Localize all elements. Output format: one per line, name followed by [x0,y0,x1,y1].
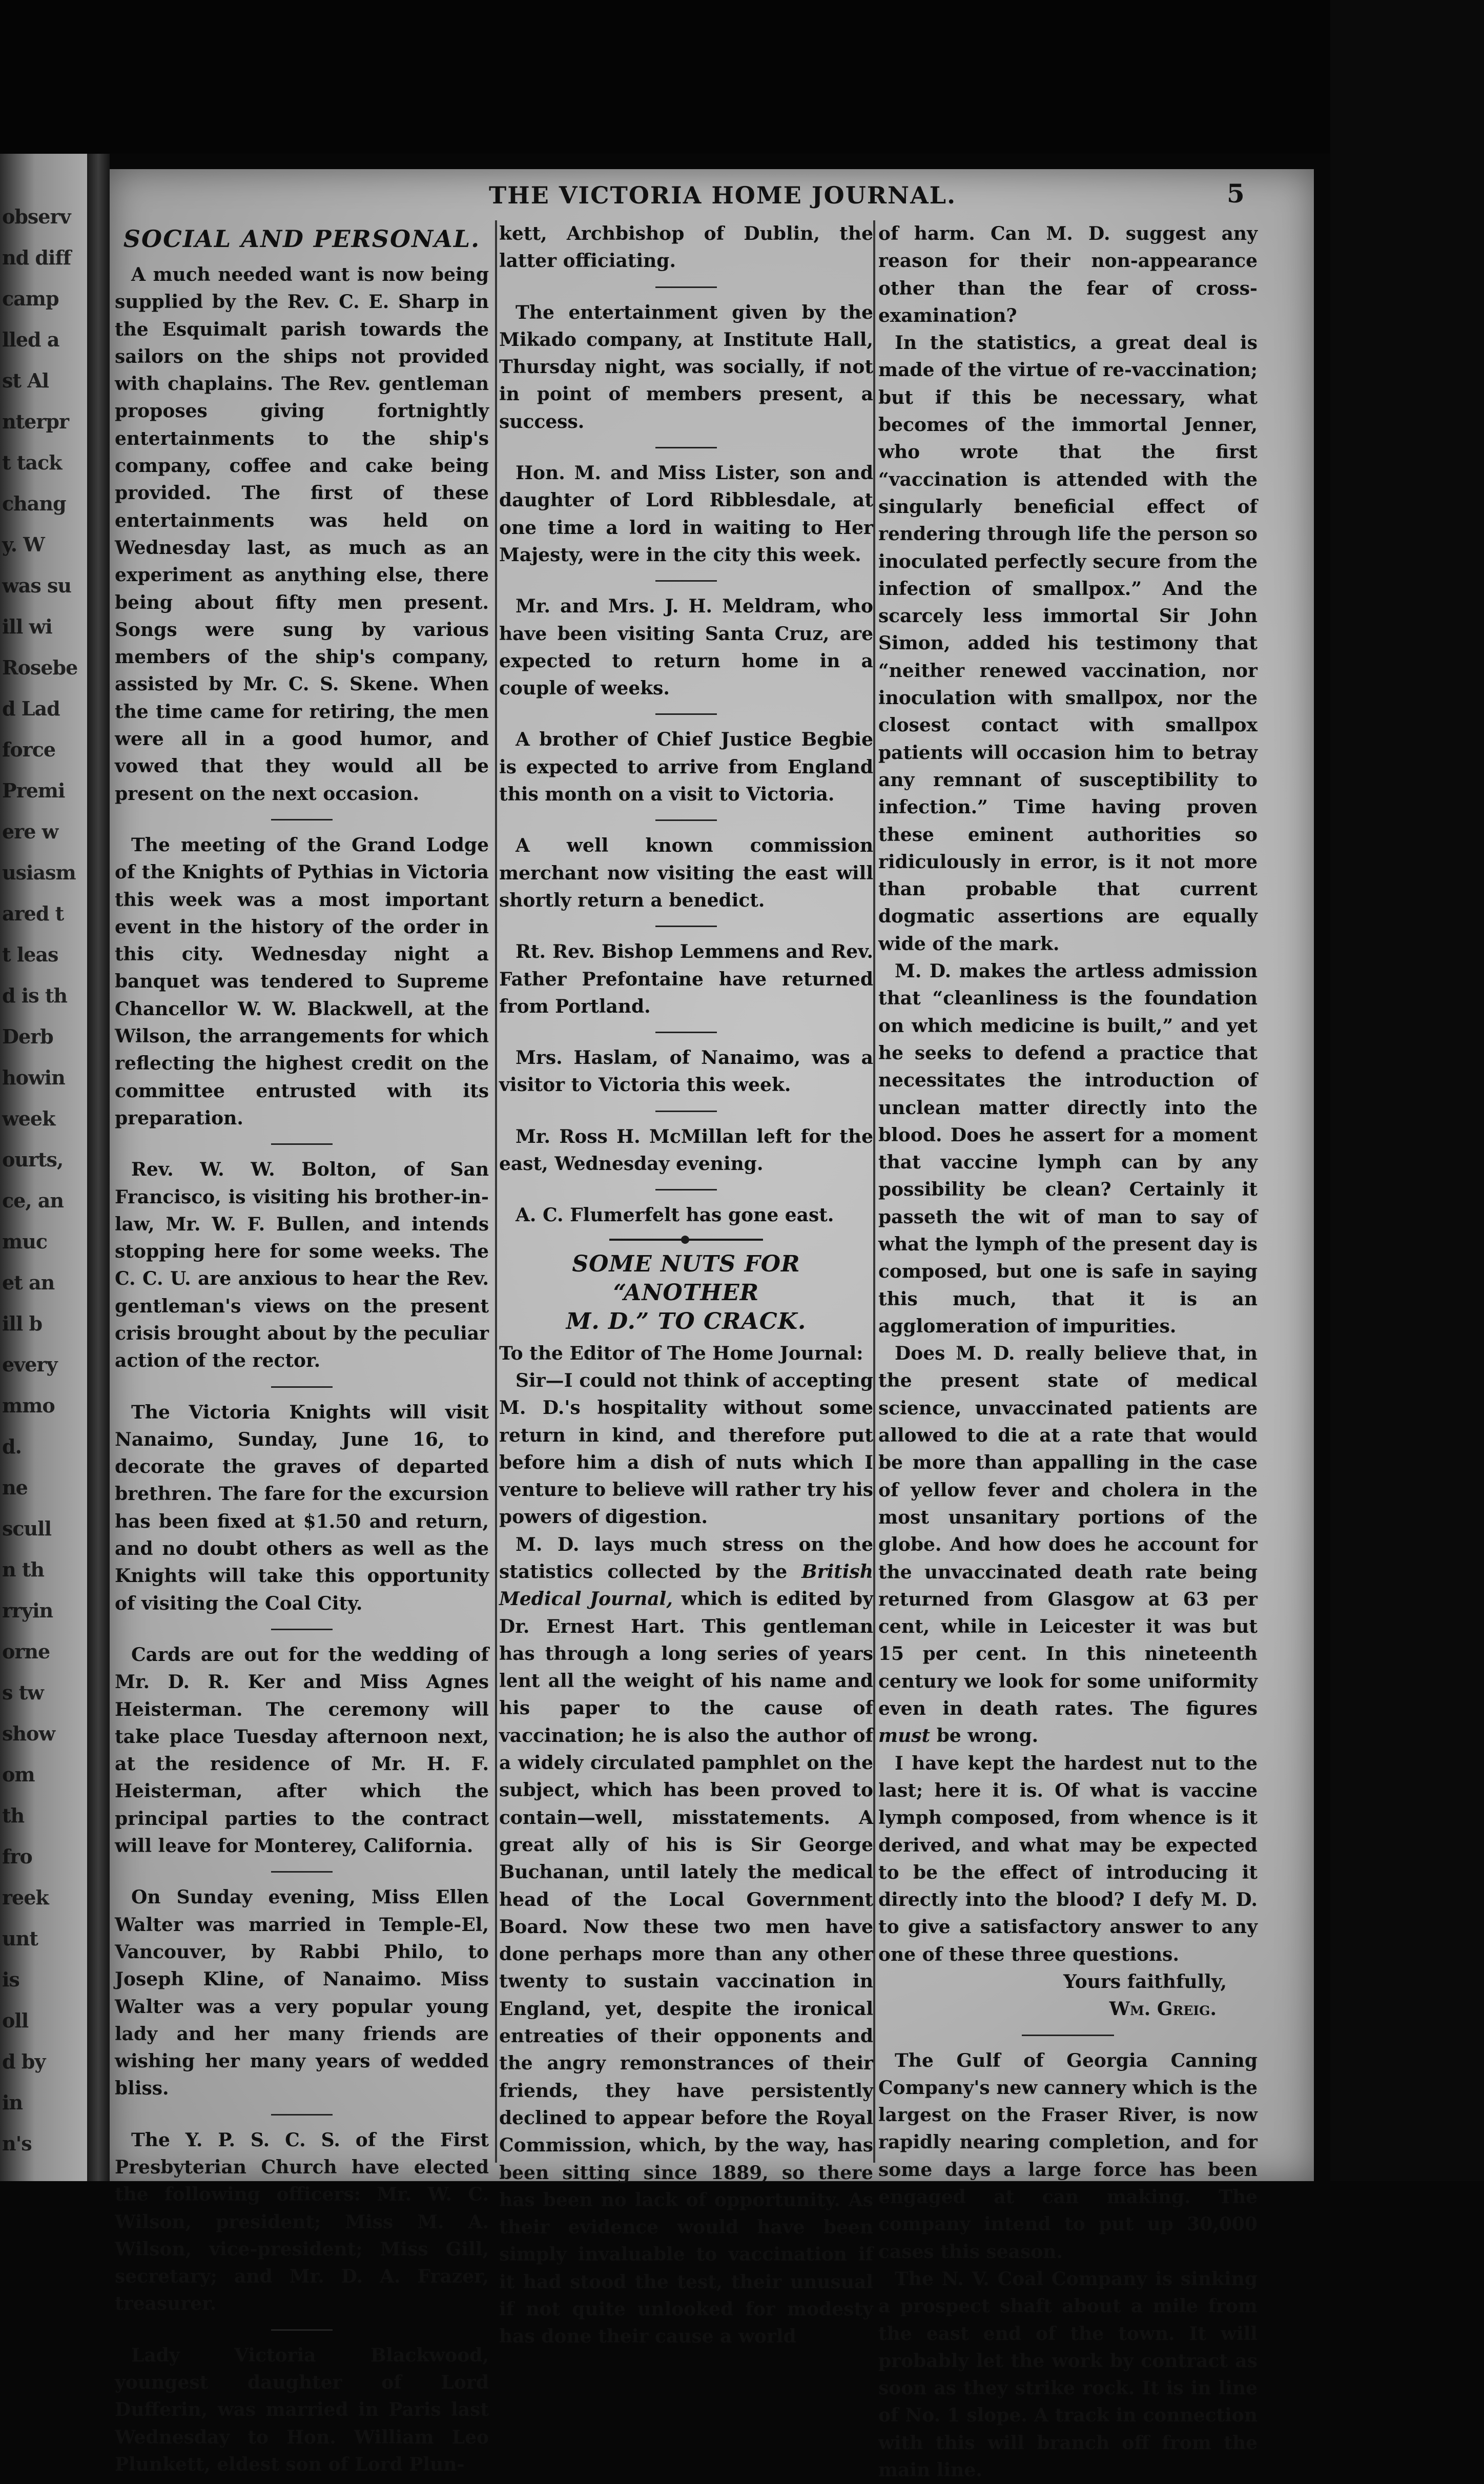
adjacent-page-text-fragment: fro [2,1845,32,1868]
adjacent-page-text-fragment: unt [2,1927,38,1950]
text-run: M. D. lays much stress on the statistics collected by the [499,1533,873,1583]
newspaper-page [110,169,1314,2481]
column-2 [499,220,874,2348]
adjacent-page-text-fragment: ourts, [2,1148,64,1171]
letter-paragraph: of harm. Can M. D. suggest any reason for their non-appearance other than the fear of cross-examination? [878,223,1258,326]
adjacent-page-text-fragment: Rosebe [2,656,78,679]
adjacent-page-text-fragment: week [2,1107,55,1130]
article-paragraph: On Sunday evening, Miss Ellen Walter was married in Temple-El, Vancouver, by Rabbi Philo, to Joseph Kline, of Nanaimo. Miss Walter was a very popular young lady and her many friends are wishing her many years of wedded bliss. [115,1886,489,2100]
adjacent-page-text-fragment: st Al [2,369,49,392]
separator-rule [655,1189,717,1190]
section-heading: SOCIAL AND PERSONAL. [123,225,481,253]
separator-rule [655,1111,717,1112]
adjacent-page-text-fragment: n th [2,1558,45,1581]
column-3 [878,220,1258,2481]
article-paragraph: Cards are out for the wedding of Mr. D. R. Ker and Miss Agnes Heisterman. The ceremony will take place Tuesday afternoon next, at the residence of Mr. H. F. Heisterman, after which the principal parties to the contract will leave for Monterey, California. [115,1644,489,1857]
separator-rule [655,926,717,927]
adjacent-page-text-fragment: chang [2,492,66,515]
film-border-right [1330,0,1484,2181]
separator-rule [655,713,717,715]
adjacent-page-text-fragment: t tack [2,451,62,474]
article-paragraph: A much needed want is now being supplied by the Rev. C. E. Sharp in the Esquimalt parish towards the sailors on the ships not provided with chaplains. The Rev. gentleman proposes giving fortnightly entertainments to the ship's company, coffee and cake being provided. The first of these entertainments was held on Wednesday last, as much as an experiment as anything else, there being about fifty men present. Songs were sung by various members of the ship's company, assisted by Mr. C. S. Skene. When the time came for retiring, the men were all in a good humor, and vowed that they would all be present on the next occasion. [115,264,489,805]
separator-rule [271,1143,333,1145]
adjacent-page-text-fragment: scull [2,1517,52,1540]
adjacent-page-text-fragment: ere w [2,820,58,843]
letter-paragraph: In the statistics, a great deal is made of the virtue of re-vaccination; but if this be necessary, what becomes of the immortal Jenner, who wrote that the first “vaccination is attended with the singularly beneficial effect of rendering through life the person so inoculated perfectly secure from the infection of smallpox.” And the scarcely less immortal Sir John Simon, added his testimony that “neither renewed vaccination, nor inoculation with smallpox, nor the closest contact with smallpox patients will occasion him to betray any remnant of susceptibility to infection.” Time having proven these eminent authorities so ridiculously in error, is it not more than probable that current dogmatic assertions are equally wide of the mark. [878,332,1258,955]
article-paragraph: Mr. Ross H. McMillan left for the east, Wednesday evening. [499,1125,873,1175]
adjacent-page-text-fragment: rryin [2,1599,53,1622]
adjacent-page-text-fragment: lled a [2,328,59,351]
adjacent-page-text-fragment: n's [2,2132,32,2155]
separator-rule [655,580,717,582]
adjacent-page-text-fragment: show [2,1722,55,1745]
text-run: be wrong. [930,1725,1039,1747]
adjacent-page-text-fragment: Premi [2,779,65,802]
article-paragraph: A. C. Flumerfelt has gone east. [516,1204,834,1226]
adjacent-page-text-fragment: et an [2,1271,55,1294]
article-paragraph: Rt. Rev. Bishop Lemmens and Rev. Father Prefontaine have returned from Portland. [499,941,873,1017]
headline-line: M. D.” TO CRACK. [566,1308,807,1335]
adjacent-page-text-fragment: ne [2,1476,28,1499]
article-paragraph: The meeting of the Grand Lodge of the Knights of Pythias in Victoria this week was a most important event in the history of the order in this city. Wednesday night a banquet was tendered to Supreme Chancellor W. W. Blackwell, at the Wilson, the arrangements for which reflecting the highest credit on the committee entrusted with its preparation. [115,834,489,1129]
article-paragraph: Hon. M. and Miss Lister, son and daughter of Lord Ribblesdale, at one time a lord in waiting to Her Majesty, were in the city this week. [499,462,873,566]
adjacent-page-text-fragment: ill b [2,1312,43,1335]
publication-name: British Medical Journal, [499,1561,873,1610]
separator-rule [1022,2035,1114,2036]
letter-paragraph [878,1340,1258,1750]
adjacent-page-text-fragment: nterpr [2,410,69,433]
separator-rule [271,1386,333,1388]
article-paragraph: The Gulf of Georgia Canning Company's new cannery which is the largest on the Fraser River, is now rapidly nearing completion, and for some days a large force has been engaged at can making. The company intend to put up 30,000 cases this season. [878,2049,1258,2263]
article-paragraph: The Victoria Knights will visit Nanaimo, Sunday, June 16, to decorate the graves of departed brethren. The fare for the excursion has been fixed at $1.50 and return, and no doubt others as well as the Knights will take this opportunity of visiting the Coal City. [115,1401,489,1614]
letter-salutation: To the Editor of The Home Journal: [499,1342,863,1364]
adjacent-page-text-fragment: t leas [2,943,58,966]
ornamental-rule [609,1239,763,1241]
adjacent-page-text-fragment: om [2,1763,35,1786]
adjacent-page-text-fragment: y. W [2,533,45,556]
adjacent-page-text-fragment: oll [2,2009,29,2032]
adjacent-page-text-fragment: ared t [2,902,64,925]
adjacent-page-text-fragment: is [2,1968,19,1991]
separator-rule [655,286,717,288]
column-rule [873,220,875,2163]
emphasis: must [878,1725,931,1747]
text-run: which is edited by Dr. Ernest Hart. This gentleman has through a long series of years lent all the weight of his name and his paper to the cause of vaccination; he is also the author of a widely circulated pamphlet on the subject, which has been proved to contain—well, misstatements. A great ally of his is Sir George Buchanan, until lately the medical head of the Local Government Board. Now these two men have done perhaps more than any other twenty to sustain vaccination in England, yet, despite the ironical entreaties of their opponents and the angry remonstrances of their friends, they have persistently declined to appear before the Royal Commission, which, by the way, has been sitting since 1889, so there has been no lack of opportunity. As their evidence would have been simply invaluable to vaccination if it had stood the test, their unusual if not quite unlooked for modesty has done their cause a world [499,1588,874,2348]
separator-rule [271,1871,333,1873]
letter-signature: Wm. Greig. [1109,1998,1217,2020]
adjacent-page-text-fragment: usiasm [2,861,76,884]
article-paragraph: The N. V. Coal Company is sinking a prospect shaft about a mile from the east end of the town. It will probably let the work by contract as soon as they strike rock. It is in line of No. 1 slope. A track in connection with this will branch off from the main line. [878,2268,1258,2481]
adjacent-page-text-fragment: d. [2,1435,22,1458]
article-paragraph: The entertainment given by the Mikado company, at Institute Hall, Thursday night, was socially, if not in point of members present, a success. [499,301,873,433]
adjacent-page-text-fragment: d Lad [2,697,60,720]
adjacent-page-fragment [0,154,87,2181]
adjacent-page-text-fragment: th [2,1804,25,1827]
article-paragraph: Mr. and Mrs. J. H. Meldram, who have been visiting Santa Cruz, are expected to return home in a couple of weeks. [499,596,873,700]
page-header [110,169,1314,220]
separator-rule [655,1032,717,1033]
adjacent-page-text-fragment: mmo [2,1394,55,1417]
adjacent-page-text-fragment: ce, an [2,1189,64,1212]
page-number: 5 [1227,178,1245,209]
column-rule [495,220,497,2163]
adjacent-page-text-fragment: force [2,738,56,761]
adjacent-page-text-fragment: d by [2,2050,46,2073]
adjacent-page-text-fragment: nd diff [2,246,71,269]
adjacent-page-text-fragment: camp [2,287,59,310]
film-border-top [0,0,1484,154]
adjacent-page-text-fragment: s tw [2,1681,44,1704]
article-headline [499,1250,873,1336]
article-paragraph: Rev. W. W. Bolton, of San Francisco, is visiting his brother-in-law, Mr. W. F. Bullen, and intends stopping here for some weeks. The C. C. U. are anxious to hear the Rev. gentleman's views on the present crisis brought about by the peculiar action of the rector. [115,1159,489,1372]
masthead-title: THE VICTORIA HOME JOURNAL. [489,181,957,209]
adjacent-page-text-fragment: orne [2,1640,50,1663]
separator-rule [655,819,717,821]
article-paragraph: A brother of Chief Justice Begbie is expected to arrive from England this month on a visit to Victoria. [499,729,873,806]
adjacent-page-text-fragment: muc [2,1230,47,1253]
article-paragraph: Mrs. Haslam, of Nanaimo, was a visitor to Victoria this week. [499,1047,873,1096]
article-paragraph: The Y. P. S. C. S. of the First Presbyterian Church have elected the following officers: Mr. W. C. Wilson, president; Miss M. A. Wilson, vice-president; Miss Gill, secretary; and Mr. D. A. Frazer, treasurer. [115,2129,489,2315]
separator-rule [271,819,333,820]
letter-paragraph [499,1531,873,2351]
article-paragraph: kett, Archbishop of Dublin, the latter officiating. [499,223,873,272]
column-1 [115,220,489,2475]
adjacent-page-text-fragment: was su [2,574,71,597]
separator-rule [655,447,717,448]
letter-closing: Yours faithfully, [1063,1971,1227,1993]
letter-paragraph: Sir—I could not think of accepting M. D.'s hospitality without some return in kind, and therefore put before him a dish of nuts which I venture to believe will rather try his powers of digestion. [499,1369,873,1528]
adjacent-page-text-fragment: observ [2,205,71,228]
adjacent-page-text-fragment: d is th [2,984,68,1007]
adjacent-page-text-fragment: Derb [2,1025,53,1048]
adjacent-page-text-fragment: howin [2,1066,65,1089]
adjacent-page-text-fragment: reek [2,1886,49,1909]
article-paragraph: Lady Victoria Blackwood, youngest daughter of Lord Dufferin, was married in Paris last Wednesday to Hon. William Leo Plunkett, eldest son of Lord Plun- [115,2344,489,2475]
separator-rule [271,2329,333,2331]
adjacent-page-text-fragment: in [2,2091,23,2114]
text-run: Does M. D. really believe that, in the present state of medical science, unvaccinated patients are allowed to die at a rate that would be more than appalling in the case of yellow fever and cholera in the most unsanitary portions of the globe. And how does he account for the unvaccinated death rate being returned from Glasgow at 63 per cent, while in Leicester it was but 15 per cent. In this nineteenth century we look for some uniformity even in death rates. The figures [878,1343,1258,1720]
headline-line: SOME NUTS FOR “ANOTHER [572,1250,800,1306]
page-gutter [87,154,110,2181]
letter-paragraph: M. D. makes the artless admission that “cleanliness is the foundation on which medicine is built,” and yet he seeks to defend a practice that necessitates the introduction of unclean matter directly into the blood. Does he assert for a moment that vaccine lymph can by any possibility be clean? Certainly it passeth the wit of man to say of what the lymph of the present day is composed, but one is safe in saying this much, that it is an agglomeration of impurities. [878,960,1258,1337]
separator-rule [271,1629,333,1630]
adjacent-page-text-fragment: ill wi [2,615,52,638]
letter-paragraph: I have kept the hardest nut to the last; here it is. Of what is vaccine lymph composed, from whence is it derived, and what may be expected to be the effect of introducing it directly into the blood? I defy M. D. to give a satisfactory answer to any one of these three questions. [878,1752,1258,1965]
separator-rule [271,2114,333,2116]
adjacent-page-text-fragment: every [2,1353,57,1376]
article-paragraph: A well known commission merchant now visiting the east will shortly return a benedict. [499,835,873,911]
